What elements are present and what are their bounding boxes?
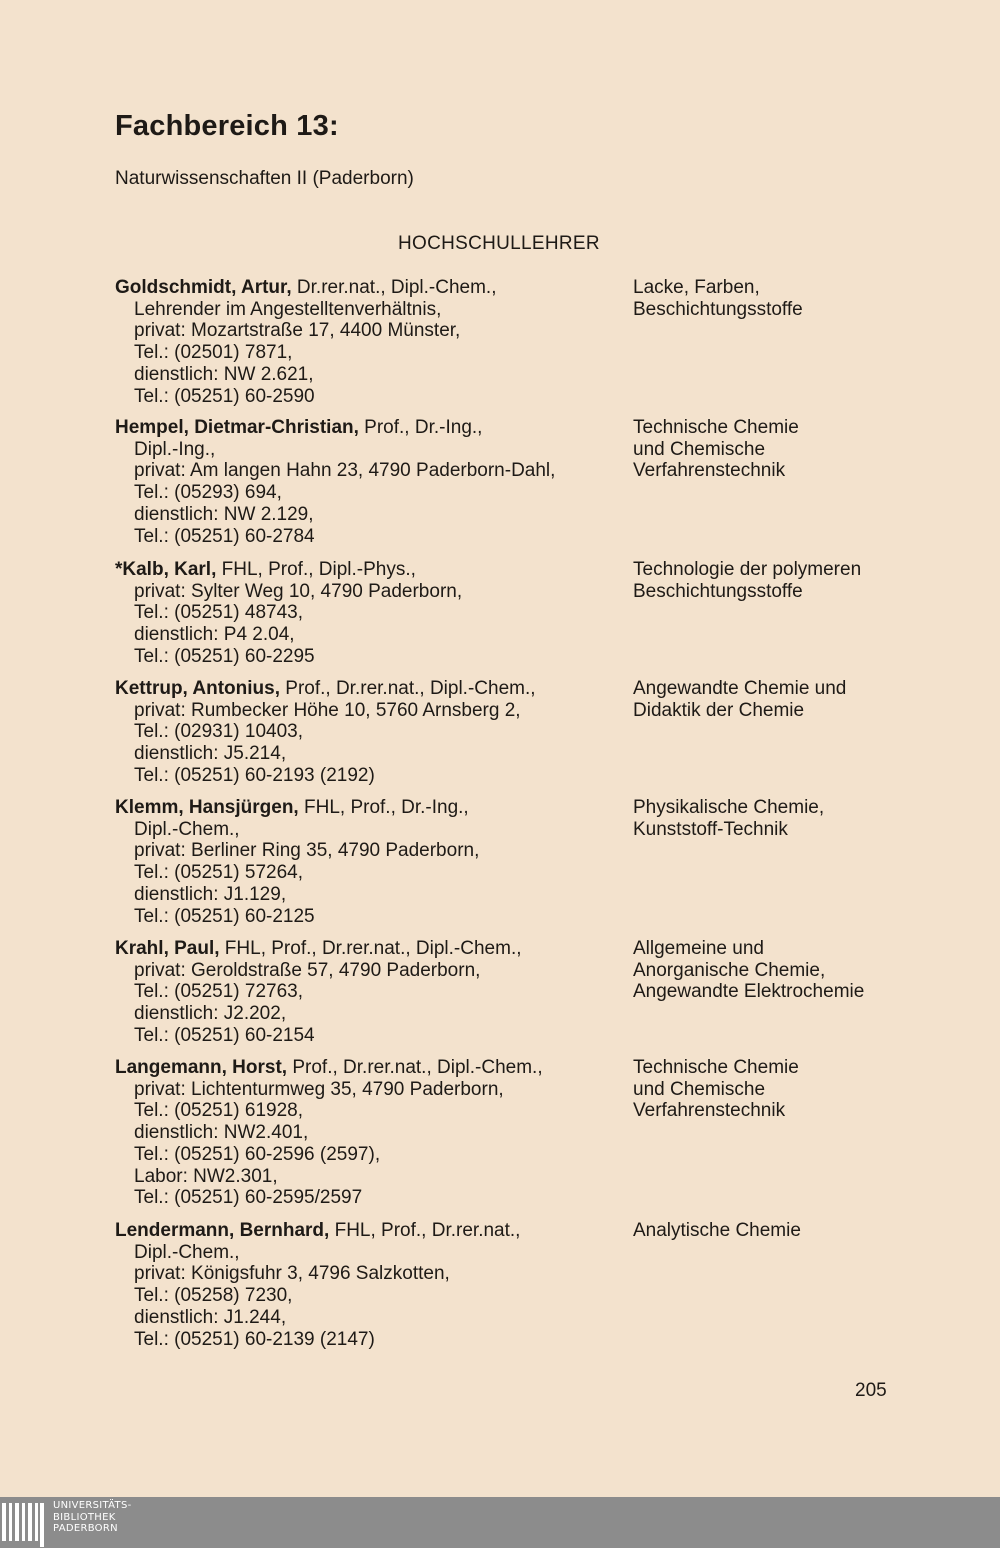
section-heading: HOCHSCHULLEHRER <box>398 233 600 254</box>
entry-line: Tel.: (05251) 57264, <box>134 862 304 884</box>
person-titles: FHL, Prof., Dr.rer.nat., Dipl.-Chem., <box>219 938 522 959</box>
entry-line: privat: Berliner Ring 35, 4790 Paderborn, <box>134 840 480 862</box>
person-titles: Prof., Dr.-Ing., <box>358 417 483 438</box>
subject-line: Beschichtungsstoffe <box>633 298 803 320</box>
person-name: Lendermann, Bernhard, <box>115 1220 330 1241</box>
subject-line: Beschichtungsstoffe <box>633 580 803 602</box>
entry-line: Dipl.-Ing., <box>134 438 216 460</box>
entry-line: privat: Sylter Weg 10, 4790 Paderborn, <box>134 580 463 602</box>
entry-line: Tel.: (05251) 60-2596 (2597), <box>134 1143 381 1165</box>
subject-line: und Chemische <box>633 438 766 460</box>
person-titles: FHL, Prof., Dipl.-Phys., <box>216 559 416 580</box>
entry-line: dienstlich: J1.129, <box>134 883 287 905</box>
entry-details <box>115 678 625 787</box>
entry-line: Tel.: (02501) 7871, <box>134 342 293 364</box>
entry-line: Dipl.-Chem., <box>134 818 240 840</box>
entry-line: Tel.: (05251) 60-2193 (2192) <box>134 764 375 786</box>
library-name-line: UNIVERSITÄTS- <box>53 1500 132 1511</box>
entry-line: Tel.: (05251) 60-2784 <box>134 525 315 547</box>
entry-line: Tel.: (05251) 72763, <box>134 981 304 1003</box>
library-logo-icon <box>2 1503 46 1544</box>
entry-subject <box>633 678 993 721</box>
subject-line: Didaktik der Chemie <box>633 699 805 721</box>
person-name: *Kalb, Karl, <box>115 559 217 580</box>
entry-line: Tel.: (05251) 60-2595/2597 <box>134 1187 363 1209</box>
entry-line: privat: Geroldstraße 57, 4790 Paderborn, <box>134 959 481 981</box>
entry-line: Tel.: (02931) 10403, <box>134 721 304 743</box>
person-titles: Prof., Dr.rer.nat., Dipl.-Chem., <box>287 1057 543 1078</box>
entry-line: dienstlich: J1.244, <box>134 1306 287 1328</box>
subject-line: Verfahrenstechnik <box>633 1100 786 1122</box>
entry-details <box>115 797 625 927</box>
entry-subject <box>633 277 993 320</box>
entry-line: dienstlich: NW 2.621, <box>134 363 314 385</box>
entry-line: Tel.: (05251) 60-2139 (2147) <box>134 1328 375 1350</box>
entry-details <box>115 1057 625 1209</box>
subject-line: Physikalische Chemie, <box>633 797 825 818</box>
person-name: Hempel, Dietmar-Christian, <box>115 417 359 438</box>
entry-line: privat: Lichtenturmweg 35, 4790 Paderborn, <box>134 1078 504 1100</box>
library-name-line: PADERBORN <box>53 1523 118 1534</box>
entry-details <box>115 417 625 547</box>
subject-line: Angewandte Chemie und <box>633 678 847 699</box>
person-name: Krahl, Paul, <box>115 938 220 959</box>
entry-line: Labor: NW2.301, <box>134 1165 278 1187</box>
entry-line: Tel.: (05251) 60-2295 <box>134 645 315 667</box>
person-name: Langemann, Horst, <box>115 1057 288 1078</box>
entry-line: Tel.: (05258) 7230, <box>134 1285 293 1307</box>
entry-line: privat: Königsfuhr 3, 4796 Salzkotten, <box>134 1263 450 1285</box>
entry-subject <box>633 1220 993 1242</box>
entry-line: Tel.: (05251) 60-2590 <box>134 385 315 407</box>
entry-line: dienstlich: J2.202, <box>134 1003 287 1025</box>
subject-line: Kunststoff-Technik <box>633 818 788 840</box>
person-titles: Dr.rer.nat., Dipl.-Chem., <box>291 277 497 298</box>
entry-line: Tel.: (05251) 61928, <box>134 1100 304 1122</box>
subject-line: Technische Chemie <box>633 1057 799 1078</box>
entry-line: Tel.: (05251) 60-2125 <box>134 905 315 927</box>
subject-line: Technologie der polymeren <box>633 559 862 580</box>
entry-line: dienstlich: NW2.401, <box>134 1122 309 1144</box>
entry-subject <box>633 1057 993 1122</box>
entry-line: dienstlich: P4 2.04, <box>134 624 295 646</box>
person-name: Klemm, Hansjürgen, <box>115 797 299 818</box>
subject-line: und Chemische <box>633 1078 766 1100</box>
subject-line: Analytische Chemie <box>633 1220 801 1241</box>
person-titles: FHL, Prof., Dr.-Ing., <box>298 797 469 818</box>
entry-subject <box>633 417 993 482</box>
library-name <box>53 1500 132 1535</box>
entry-line: privat: Am langen Hahn 23, 4790 Paderborn-Dahl, <box>134 460 556 482</box>
entry-line: Tel.: (05251) 48743, <box>134 602 304 624</box>
subject-line: Angewandte Elektrochemie <box>633 981 865 1003</box>
entry-line: privat: Mozartstraße 17, 4400 Münster, <box>134 320 461 342</box>
entry-subject <box>633 938 993 1003</box>
entry-line: Lehrender im Angestelltenverhältnis, <box>134 298 442 320</box>
subject-line: Technische Chemie <box>633 417 799 438</box>
person-name: Goldschmidt, Artur, <box>115 277 292 298</box>
entry-details <box>115 277 625 407</box>
entry-line: dienstlich: J5.214, <box>134 743 287 765</box>
entry-line: dienstlich: NW 2.129, <box>134 503 314 525</box>
entry-details <box>115 938 625 1047</box>
subject-line: Verfahrenstechnik <box>633 460 786 482</box>
library-footer <box>0 1497 1000 1548</box>
page-title: Fachbereich 13: <box>115 110 339 142</box>
person-titles: Prof., Dr.rer.nat., Dipl.-Chem., <box>280 678 536 699</box>
page-number: 205 <box>855 1380 887 1401</box>
entry-line: privat: Rumbecker Höhe 10, 5760 Arnsberg 2, <box>134 699 521 721</box>
subject-line: Allgemeine und <box>633 938 764 959</box>
entry-line: Dipl.-Chem., <box>134 1241 240 1263</box>
person-name: Kettrup, Antonius, <box>115 678 280 699</box>
subject-line: Anorganische Chemie, <box>633 959 826 981</box>
entry-subject <box>633 559 993 602</box>
entry-line: Tel.: (05293) 694, <box>134 482 282 504</box>
library-name-line: BIBLIOTHEK <box>53 1511 116 1523</box>
entry-details <box>115 559 625 668</box>
entry-subject <box>633 797 993 840</box>
entry-details <box>115 1220 625 1350</box>
entry-line: Tel.: (05251) 60-2154 <box>134 1024 315 1046</box>
subject-line: Lacke, Farben, <box>633 277 760 298</box>
page-subtitle: Naturwissenschaften II (Paderborn) <box>115 168 414 189</box>
person-titles: FHL, Prof., Dr.rer.nat., <box>329 1220 521 1241</box>
